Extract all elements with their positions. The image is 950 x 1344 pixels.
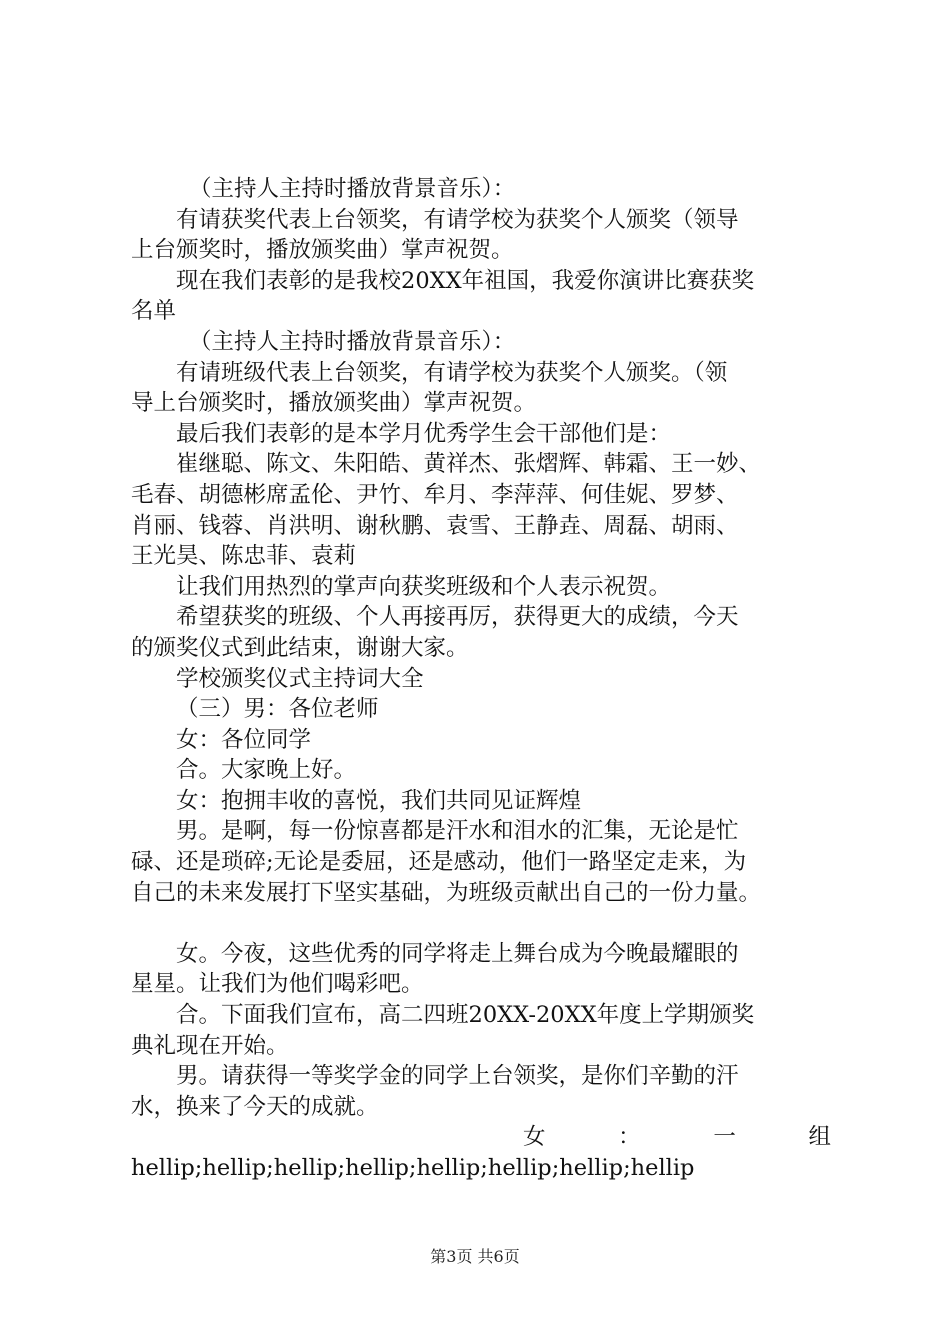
paragraph-line: （主持人主持时播放背景音乐）：	[189, 176, 516, 202]
paragraph-line: 毛春、胡德彬席孟伦、尹竹、牟月、李萍萍、何佳妮、罗梦、	[131, 481, 739, 508]
page-footer: 第3页 共6页	[430, 1247, 520, 1266]
paragraph-line: 有请班级代表上台领奖，有请学校为获奖个人颁奖。（领	[176, 359, 728, 386]
text-fragment: 一	[713, 1124, 736, 1151]
paragraph-line: 名单	[131, 298, 177, 325]
paragraph-line: 希望获奖的班级、个人再接再厉，获得更大的成绩，今天	[176, 604, 739, 631]
paragraph-line: 上台颁奖时，播放颁奖曲）掌声祝贺。	[131, 237, 514, 264]
document-body	[131, 174, 831, 1184]
paragraph-line: （主持人主持时播放背景音乐）：	[189, 328, 516, 355]
paragraph-line: 的颁奖仪式到此结束，谢谢大家。	[131, 634, 469, 661]
paragraph-line: 自己的未来发展打下坚实基础，为班级贡献出自己的一份力量。	[131, 879, 762, 906]
text-fragment: 组	[808, 1124, 831, 1151]
blank-line	[131, 908, 831, 939]
text-fragment: 女	[523, 1124, 546, 1151]
paragraph-line: （三）男：各位老师	[176, 696, 379, 723]
paragraph-line: 崔继聪、陈文、朱阳皓、黄祥杰、张熠辉、韩霜、王一妙、	[176, 451, 762, 478]
paragraph-line: 最后我们表彰的是本学月优秀学生会干部他们是：	[176, 420, 672, 447]
paragraph-line: 男。请获得一等奖学金的同学上台领奖，是你们辛勤的汗	[176, 1063, 739, 1090]
paragraph-line: 星星。让我们为他们喝彩吧。	[131, 971, 424, 998]
paragraph-line: 典礼现在开始。	[131, 1032, 289, 1059]
text-fragment: ：	[618, 1124, 641, 1151]
paragraph-line: 男。是啊，每一份惊喜都是汗水和泪水的汇集，无论是忙	[176, 818, 739, 845]
paragraph-line-justified	[131, 1122, 831, 1153]
paragraph-line: 女：抱拥丰收的喜悦，我们共同见证辉煌	[176, 787, 582, 814]
paragraph-line: 肖丽、钱蓉、肖洪明、谢秋鹏、袁雪、王静垚、周磊、胡雨、	[131, 512, 739, 539]
paragraph-line: 王光昊、陈忠菲、袁莉	[131, 543, 357, 570]
paragraph-line: 导上台颁奖时，播放颁奖曲）掌声祝贺。	[131, 390, 537, 417]
paragraph-line: 女：各位同学	[176, 726, 312, 753]
paragraph-line: 让我们用热烈的掌声向获奖班级和个人表示祝贺。	[176, 573, 672, 600]
paragraph-line: 合。下面我们宣布，高二四班20XX-20XX年度上学期颁奖	[176, 1002, 755, 1029]
paragraph-line-last: hellip;hellip;hellip;hellip;hellip;hellip;hellip;hellip	[131, 1155, 695, 1181]
paragraph-line: 学校颁奖仪式主持词大全	[176, 665, 424, 692]
paragraph-line: 现在我们表彰的是我校20XX年祖国，我爱你演讲比赛获奖	[176, 267, 755, 294]
paragraph-line: 有请获奖代表上台领奖，有请学校为获奖个人颁奖（领导	[176, 206, 739, 233]
paragraph-line: 合。大家晚上好。	[176, 757, 357, 784]
paragraph-line: 水，换来了今天的成就。	[131, 1093, 379, 1120]
paragraph-line: 碌、还是琐碎;无论是委屈，还是感动，他们一路坚定走来，为	[131, 849, 747, 876]
paragraph-line: 女。今夜，这些优秀的同学将走上舞台成为今晚最耀眼的	[176, 940, 739, 967]
